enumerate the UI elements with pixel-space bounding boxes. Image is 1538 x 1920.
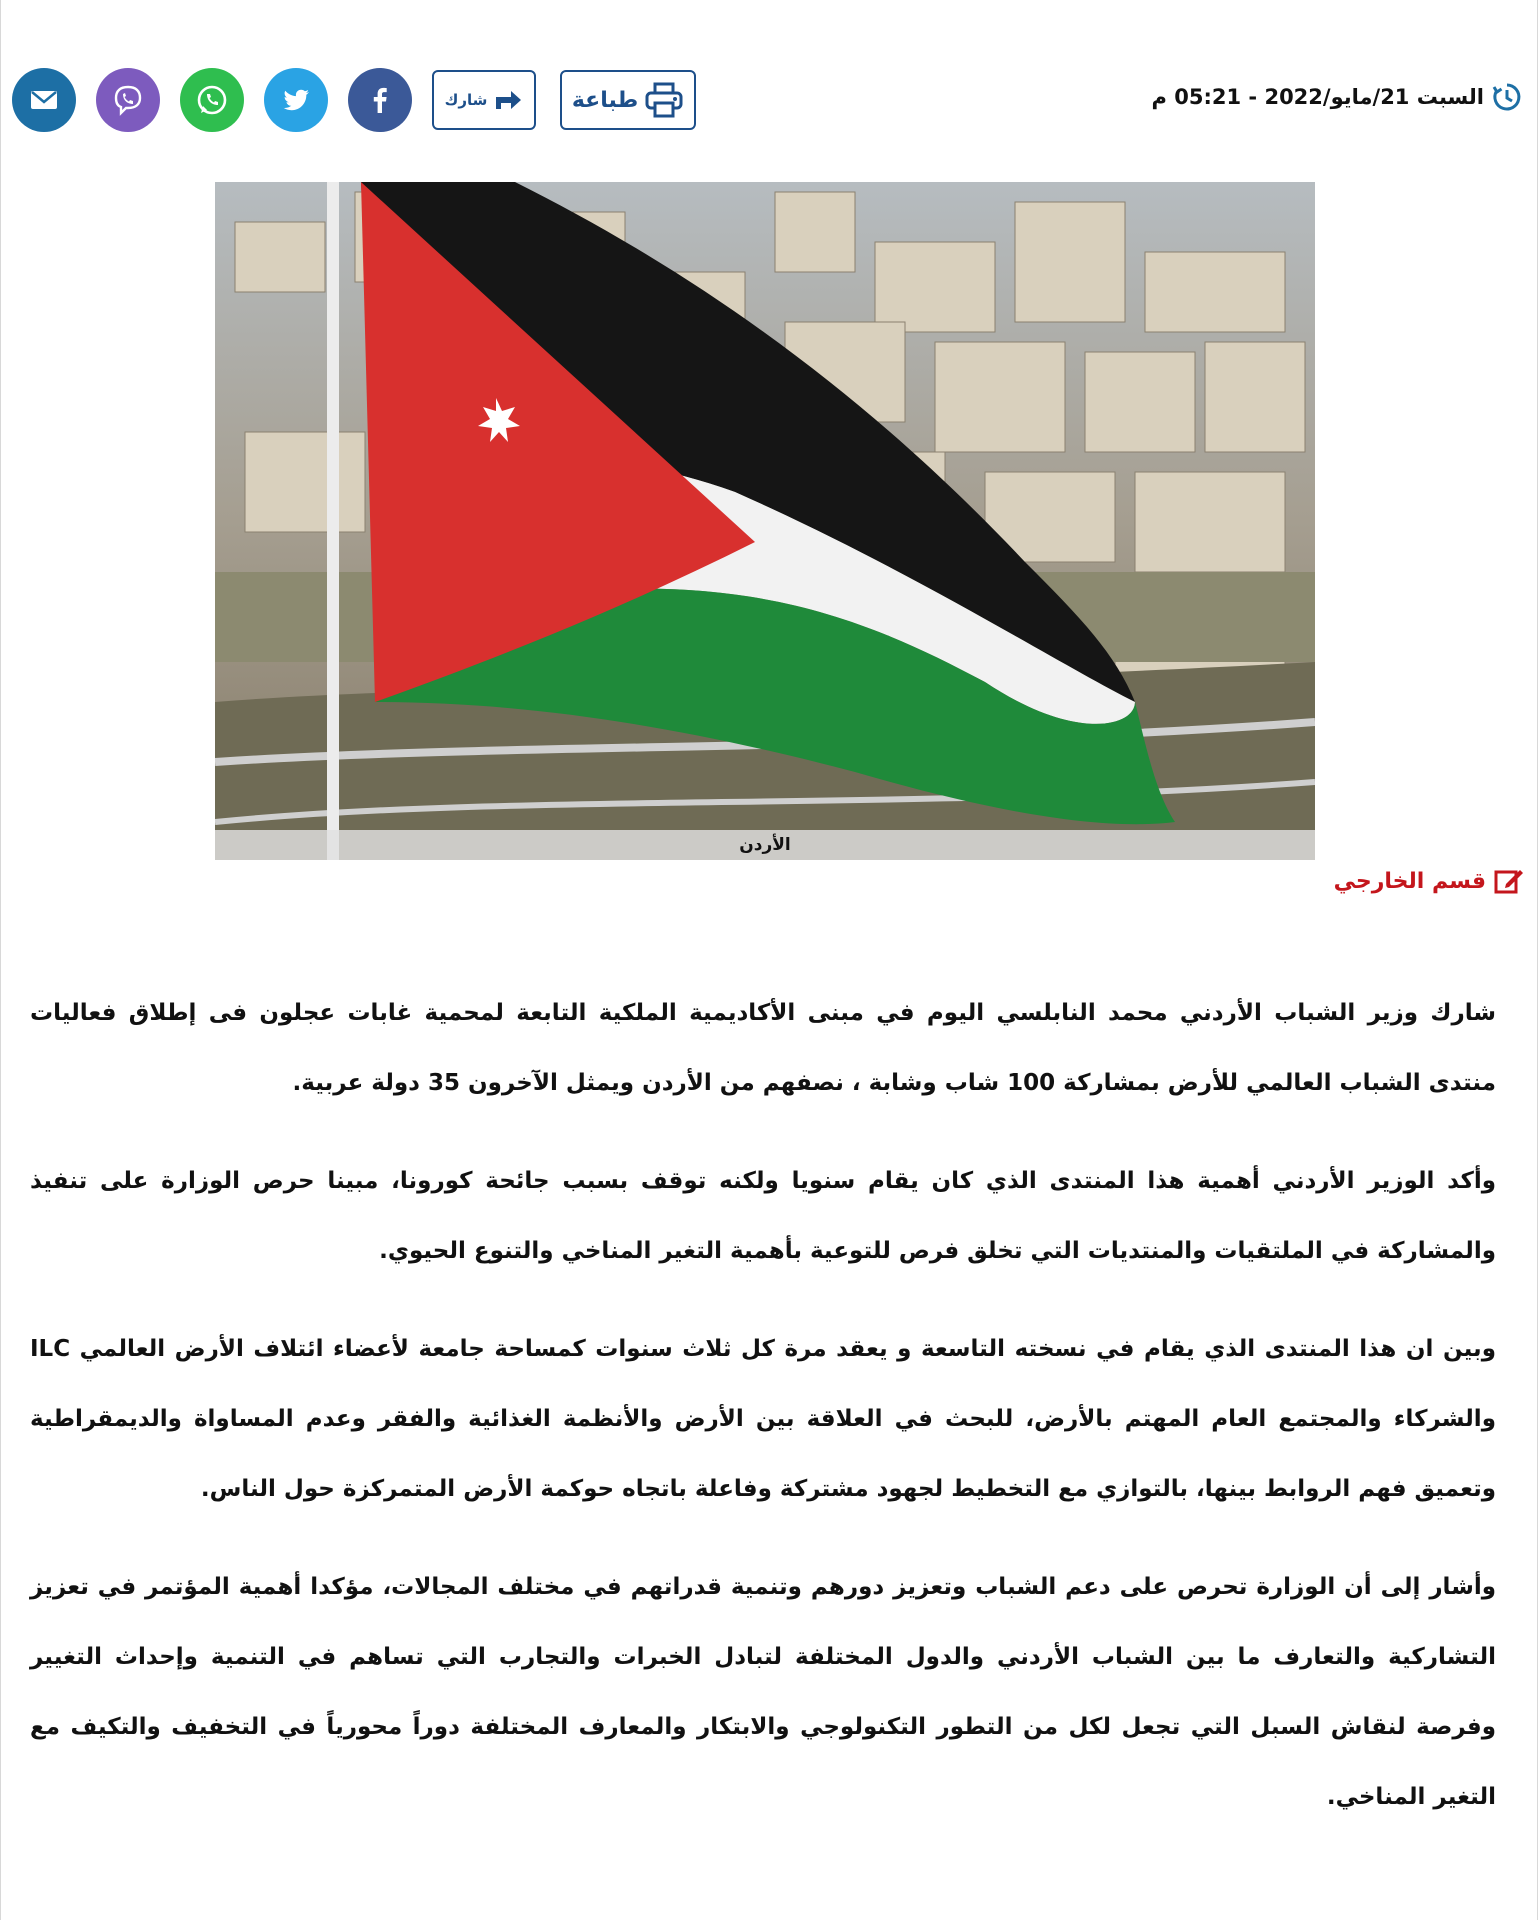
print-button-label: طباعة	[571, 87, 639, 113]
flag-pole	[327, 182, 339, 860]
facebook-icon	[362, 82, 398, 118]
publish-date	[1152, 82, 1522, 112]
twitter-icon	[278, 82, 314, 118]
whatsapp-share-button[interactable]	[180, 68, 244, 132]
image-caption: الأردن	[215, 830, 1315, 860]
viber-share-button[interactable]	[96, 68, 160, 132]
email-share-button[interactable]	[12, 68, 76, 132]
share-bar	[12, 68, 696, 132]
printer-icon	[644, 82, 684, 118]
facebook-share-button[interactable]	[348, 68, 412, 132]
article-paragraph: وأكد الوزير الأردني أهمية هذا المنتدى الذي كان يقام سنويا ولكنه توقف بسبب جائحة كورونا، مبينا حرص الوزارة على تنفيذ والمشاركة في الملتقيات والمنتديات التي تخلق فرص للتوعية بأهمية التغير المناخي والتنوع الحيوي.	[30, 1168, 1496, 1264]
twitter-share-button[interactable]	[264, 68, 328, 132]
print-button[interactable]	[560, 70, 696, 130]
publish-date-text: السبت 21/مايو/2022 - 05:21 م	[1151, 85, 1484, 109]
edit-icon	[1494, 866, 1524, 896]
share-button-label: شارك	[444, 91, 488, 109]
frame-left-border	[0, 0, 1, 1920]
share-button[interactable]	[432, 70, 536, 130]
article-toolbar	[0, 60, 1538, 150]
author-name[interactable]: قسم الخارجي	[1333, 868, 1486, 894]
article-body	[30, 978, 1496, 1860]
article-paragraph: وأشار إلى أن الوزارة تحرص على دعم الشباب وتعزيز دورهم وتنمية قدراتهم في مختلف المجالات، مؤكدا أهمية المؤتمر في تعزيز التشاركية والتعارف ما بين الشباب الأردني والدول المختلفة لتبادل الخبرات والتجارب التي تساهم في التنمية وإحداث التغيير وفرصة لنقاش السبل التي تجعل لكل من التطور التكنولوجي والابتكار والمعارف المختلفة دوراً محورياً في التخفيف والتكيف مع التغير المناخي.	[30, 1574, 1496, 1810]
article-paragraph: شارك وزير الشباب الأردني محمد النابلسي اليوم في مبنى الأكاديمية الملكية التابعة لمحمية غابات عجلون فى إطلاق فعاليات منتدى الشباب العالمي للأرض بمشاركة 100 شاب وشابة ، نصفهم من الأردن ويمثل الآخرون 35 دولة عربية.	[30, 1000, 1496, 1096]
article-paragraph: وبين ان هذا المنتدى الذي يقام في نسخته التاسعة و يعقد مرة كل ثلاث سنوات كمساحة جامعة لأعضاء ائتلاف الأرض العالمي ILC والشركاء والمجتمع العام المهتم بالأرض، للبحث في العلاقة بين الأرض والأنظمة الغذائية والفقر وعدم المساواة والديمقراطية وتعميق فهم الروابط بينها، بالتوازي مع التخطيط لجهود مشتركة وفاعلة باتجاه حوكمة الأرض المتمركزة حول الناس.	[30, 1336, 1496, 1502]
whatsapp-icon	[194, 82, 230, 118]
email-icon	[26, 82, 62, 118]
share-arrow-icon	[493, 87, 523, 113]
viber-icon	[110, 82, 146, 118]
author-line	[1334, 866, 1524, 896]
clock-icon	[1492, 82, 1522, 112]
article-image	[215, 182, 1315, 860]
jordan-flag-photo	[215, 182, 1315, 860]
